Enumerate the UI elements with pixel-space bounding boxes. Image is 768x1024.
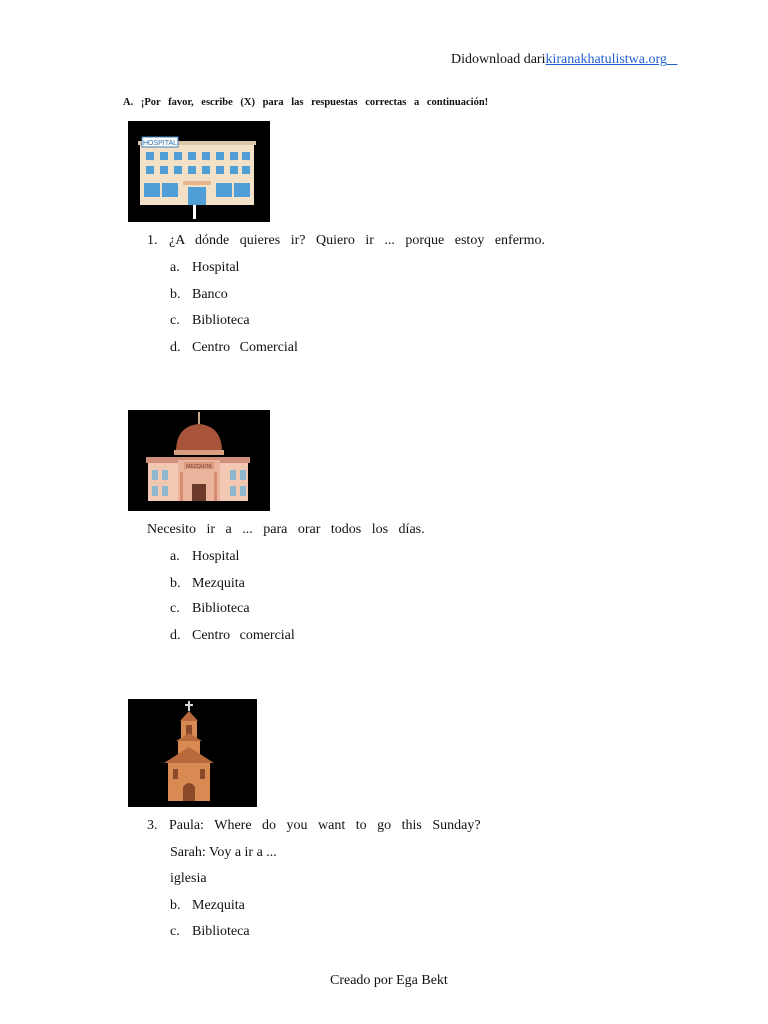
- mosque-sign: MEZQUITA: [186, 464, 212, 470]
- question-2: Necesito ir a ... para orar todos los días.: [147, 522, 425, 537]
- q2-option-d[interactable]: d. Centro comercial: [170, 628, 295, 643]
- q1-option-a[interactable]: a. Hospital: [170, 260, 240, 275]
- source-link[interactable]: kiranakhatulistwa.org: [545, 52, 667, 67]
- download-prefix: Didownload dari: [451, 52, 546, 67]
- question-3: [147, 818, 481, 834]
- q3-option-c[interactable]: c. Biblioteca: [170, 924, 250, 939]
- download-source: [451, 52, 677, 68]
- instruction-text: A. ¡Por favor, escribe (X) para las respuestas correctas a continuación!: [123, 97, 489, 108]
- question-text: Paula: Where do you want to go this Sunday?: [169, 818, 481, 833]
- mosque-image: [128, 410, 270, 511]
- footer-credit: Creado por Ega Bekt: [330, 973, 448, 988]
- q2-option-b[interactable]: b. Mezquita: [170, 576, 245, 591]
- hospital-illustration: [128, 121, 270, 222]
- mosque-illustration: [128, 410, 270, 511]
- q3-option-b[interactable]: b. Mezquita: [170, 898, 245, 913]
- q1-option-c[interactable]: c. Biblioteca: [170, 313, 250, 328]
- q3-dialogue-line: Sarah: Voy a ir a ...: [170, 845, 277, 860]
- question-number: 3.: [147, 818, 158, 833]
- church-illustration: [128, 699, 257, 807]
- church-image: [128, 699, 257, 807]
- q1-option-d[interactable]: d. Centro Comercial: [170, 340, 298, 355]
- q2-option-c[interactable]: c. Biblioteca: [170, 601, 250, 616]
- q3-option-a[interactable]: iglesia: [170, 871, 207, 886]
- hospital-image: [128, 121, 270, 222]
- q1-option-b[interactable]: b. Banco: [170, 287, 228, 302]
- question-text: ¿A dónde quieres ir? Quiero ir ... porque estoy enfermo.: [169, 233, 545, 248]
- hospital-sign: HOSPITAL: [142, 140, 178, 147]
- q2-option-a[interactable]: a. Hospital: [170, 549, 240, 564]
- question-number: 1.: [147, 233, 158, 248]
- question-1: [147, 233, 545, 249]
